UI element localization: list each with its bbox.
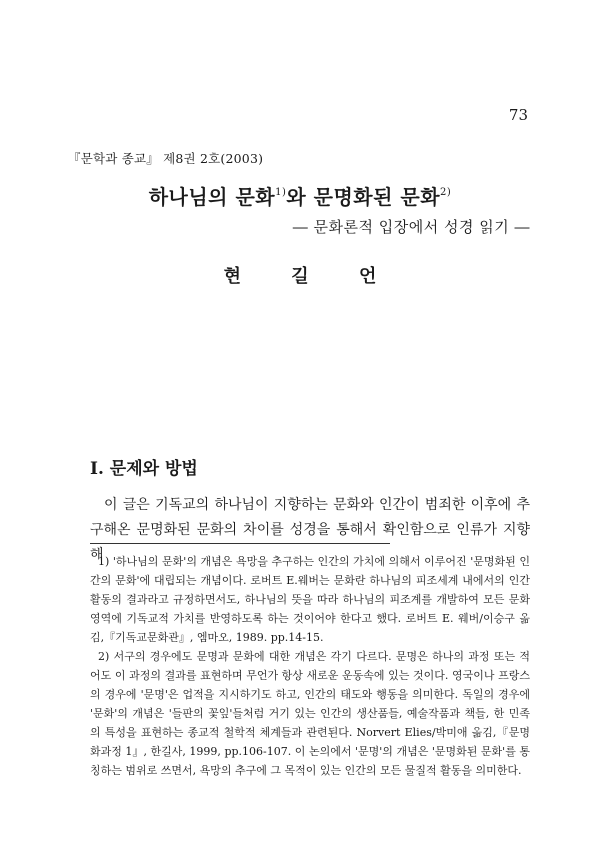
footnote-divider (90, 543, 390, 544)
footnote-2: 2) 서구의 경우에도 문명과 문화에 대한 개념은 각기 다르다. 문명은 하나의 과정 또는 적어도 이 과정의 결과를 표현하며 무언가 항상 새로운 운동속에 있는 것이다. 영국이나 프랑스의 경우에 '문명'은 업적을 지시하기도 하고, 인간의 태도와 행동을 의미한다. 독일의 경우에 '문화'의 개념은 '들판의 꽃잎'들처럼 거기 있는 인간의 생산품들, 예술작품과 책들, 한 민족의 특성을 표현하는 종교적 철학적 체계들과 관련된다. Norvert Elies/박미애 옮김,『문명화과정 1』, 한길사, 1999, pp.106-107. 이 논의에서 '문명'의 개념은 '문명화된 문화'를 통칭하는 범위로 쓰면서, 욕망의 추구에 그 목적이 있는 인간의 모든 물질적 활동을 의미한다. (90, 650, 530, 777)
author-name: 현 길 언 (223, 266, 399, 287)
footnote-1: 1) '하나님의 문화'의 개념은 욕망을 추구하는 인간의 가치에 의해서 이루어진 '문명화된 인간의 문화'에 대립되는 개념이다. 로버트 E.웨버는 문화란 하나님의 피조세계 내에서의 인간 활동의 결과라고 규정하면서도, 하나님의 뜻을 따라 하나님의 피조계를 개발하여 모든 문화 영역에 기독교적 가치를 반영하도록 하는 것이어야 한다고 했다. 로버트 E. 웨버/이승구 옮김,『기독교문화관』, 엠마오, 1989. pp.14-15. (90, 555, 530, 644)
title-part-1: 하나님의 문화 (148, 185, 276, 209)
footnotes (90, 552, 530, 780)
title-part-2: 와 문명화된 문화 (286, 185, 441, 209)
article-title (0, 181, 600, 210)
title-footnote-marker-1[interactable]: 1) (275, 187, 287, 198)
page-number: 73 (508, 106, 528, 124)
body-paragraph: 이 글은 기독교의 하나님이 지향하는 문화와 인간이 범죄한 이후에 추구해온 문명화된 문화의 차이를 성경을 통해서 확인함으로 인류가 지향해 (90, 497, 530, 563)
title-footnote-marker-2[interactable]: 2) (440, 187, 452, 198)
journal-reference: 『문학과 종교』 제8권 2호(2003) (68, 151, 264, 166)
section-heading: I. 문제와 방법 (90, 459, 198, 479)
article-subtitle: ― 문화론적 입장에서 성경 읽기 ― (292, 218, 530, 236)
